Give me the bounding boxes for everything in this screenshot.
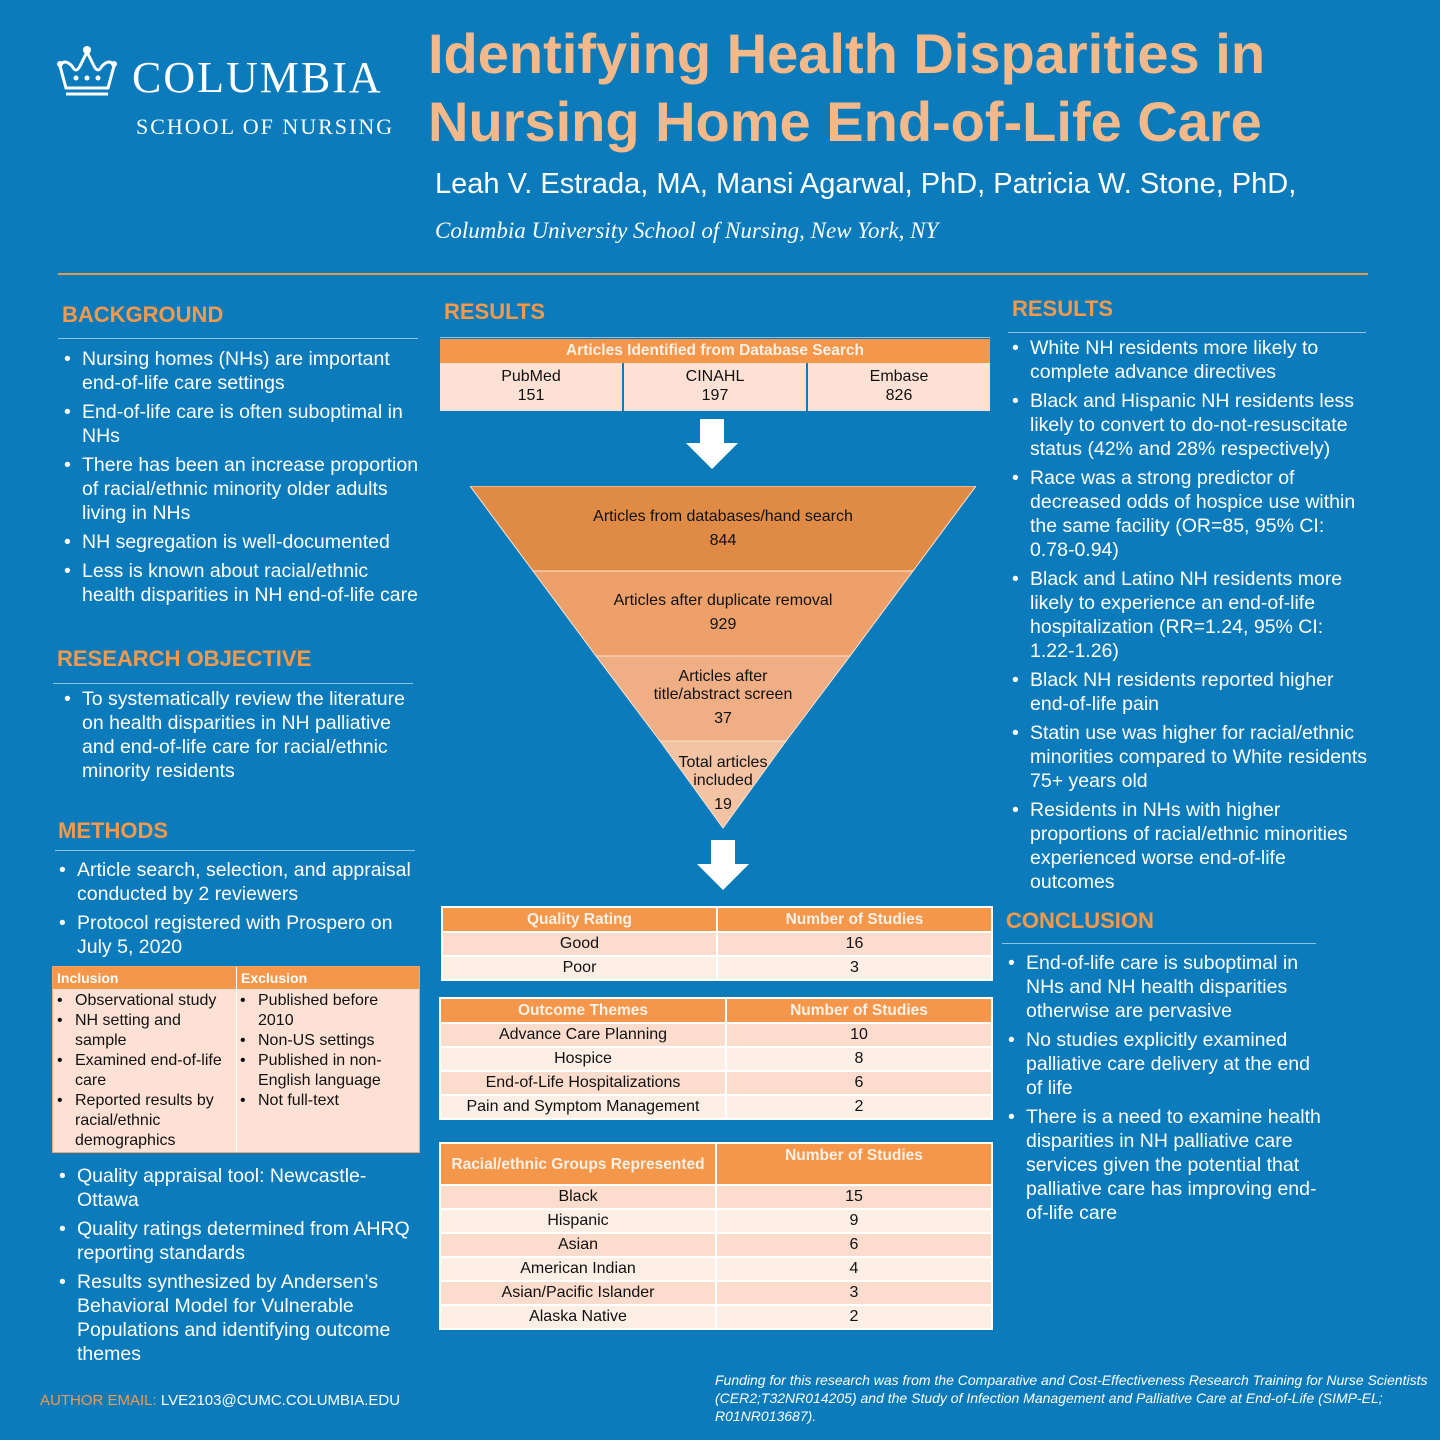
column-divider (236, 967, 237, 1152)
funnel-stage-3 (643, 668, 803, 728)
list-item: • End-of-life care is often suboptimal in NHs (60, 400, 420, 448)
methods-list-2 (55, 1164, 417, 1371)
table-header: Number of Studies (716, 1143, 992, 1185)
background-list (60, 347, 420, 612)
list-item: • NH setting and sample (55, 1011, 235, 1051)
database-cell-pubmed (440, 363, 622, 411)
table-row (440, 1095, 992, 1119)
list-item: • Examined end-of-life care (55, 1051, 235, 1091)
table-row (440, 1233, 992, 1257)
racial-groups-table (439, 1142, 993, 1330)
authors: Leah V. Estrada, MA, Mansi Agarwal, PhD, Patricia W. Stone, PhD, (435, 168, 1297, 200)
inclusion-header: Inclusion (53, 967, 236, 989)
funnel-stage-1 (470, 508, 976, 550)
title-line-1: Identifying Health Disparities in (428, 22, 1266, 85)
table-cell: 3 (716, 1281, 992, 1305)
list-item: • Article search, selection, and appraisal conducted by 2 reviewers (55, 858, 417, 906)
list-item: • Results synthesized by Andersen’s Behavioral Model for Vulnerable Populations and identifying outcome themes (55, 1270, 417, 1366)
list-item: • Quality ratings determined from AHRQ reporting standards (55, 1217, 417, 1265)
database-cell-cinahl (624, 363, 806, 411)
database-table-title: Articles Identified from Database Search (440, 339, 990, 363)
list-item: • Race was a strong predictor of decreased odds of hospice use within the same facility (OR=85, 95% CI: 0.78-0.94) (1008, 466, 1372, 562)
results-right-list (1008, 336, 1372, 899)
title-line-2: Nursing Home End-of-Life Care (428, 90, 1262, 153)
down-arrow-icon (686, 419, 738, 471)
funnel-label: Total articles included (678, 754, 768, 789)
table-row (440, 1257, 992, 1281)
quality-table (441, 906, 993, 981)
conclusion-list (1004, 951, 1324, 1230)
methods-rule (55, 850, 415, 851)
table-cell: Pain and Symptom Management (440, 1095, 726, 1119)
database-cell-embase (808, 363, 990, 411)
table-header: Racial/ethnic Groups Represented (440, 1143, 716, 1185)
author-email (40, 1392, 400, 1409)
logo-wordmark: COLUMBIA (132, 53, 383, 102)
table-cell: 10 (726, 1023, 992, 1047)
table-header: Number of Studies (717, 907, 992, 932)
table-row (440, 1071, 992, 1095)
list-item: • End-of-life care is suboptimal in NHs and NH health disparities otherwise are pervasive (1004, 951, 1324, 1023)
results-right-rule (1008, 332, 1366, 333)
table-cell: Alaska Native (440, 1305, 716, 1329)
table-cell: Hispanic (440, 1209, 716, 1233)
table-cell: 3 (717, 956, 992, 980)
table-cell: Black (440, 1185, 716, 1209)
table-row (442, 956, 992, 980)
down-arrow-icon (697, 840, 749, 892)
results-heading: RESULTS (444, 299, 546, 324)
funnel-label: Articles after title/abstract screen (653, 668, 793, 703)
list-item: • Black and Latino NH residents more likely to experience an end-of-life hospitalization (RR=1.24, 95% CI: 1.22-1.26) (1008, 567, 1372, 663)
exclusion-header: Exclusion (237, 967, 419, 989)
database-count: 151 (517, 387, 545, 404)
funnel-label: Articles from databases/hand search (593, 508, 853, 525)
table-cell: 2 (726, 1095, 992, 1119)
table-row (440, 1047, 992, 1071)
background-heading: BACKGROUND (62, 302, 224, 327)
background-rule (58, 338, 418, 339)
database-search-table (440, 339, 990, 411)
list-item: • No studies explicitly examined palliative care delivery at the end of life (1004, 1028, 1324, 1100)
methods-list (55, 858, 417, 964)
table-row (440, 1209, 992, 1233)
table-header: Outcome Themes (440, 998, 726, 1023)
list-item: • Published in non-English language (238, 1051, 418, 1091)
list-item: • Observational study (55, 991, 235, 1011)
list-item: • There has been an increase proportion of racial/ethnic minority older adults living in NHs (60, 453, 420, 525)
list-item: • There is a need to examine health disparities in NH palliative care services given the potential that palliative care has improving end-of-life care (1004, 1105, 1324, 1225)
table-cell: 4 (716, 1257, 992, 1281)
crown-icon (54, 44, 120, 100)
database-count: 826 (885, 387, 913, 404)
table-cell: Advance Care Planning (440, 1023, 726, 1047)
table-cell: 8 (726, 1047, 992, 1071)
table-row (440, 1305, 992, 1329)
poster-title (428, 20, 1408, 156)
funnel-label: Articles after duplicate removal (613, 592, 833, 609)
objective-rule (53, 683, 413, 684)
inclusion-exclusion-table (52, 966, 420, 1153)
database-name: PubMed (501, 368, 561, 385)
funnel-stage-4 (673, 754, 773, 814)
table-row (440, 1185, 992, 1209)
list-item: • Less is known about racial/ethnic health disparities in NH end-of-life care (60, 559, 420, 607)
table-cell: 6 (726, 1071, 992, 1095)
list-item: • To systematically review the literature on health disparities in NH palliative and end-of-life care for racial/ethnic minority residents (60, 687, 422, 783)
conclusion-rule (1002, 943, 1316, 944)
table-cell: 16 (717, 932, 992, 956)
list-item: • White NH residents more likely to complete advance directives (1008, 336, 1372, 384)
results-rule (440, 337, 990, 338)
table-cell: Hospice (440, 1047, 726, 1071)
funnel-count: 844 (709, 532, 737, 549)
list-item: • Residents in NHs with higher proportions of racial/ethnic minorities experienced worse end-of-life outcomes (1008, 798, 1372, 894)
list-item: • Not full-text (238, 1091, 418, 1111)
list-item: • Quality appraisal tool: Newcastle-Ottawa (55, 1164, 417, 1212)
email-address[interactable]: LVE2103@CUMC.COLUMBIA.EDU (160, 1392, 401, 1409)
list-item: • Black NH residents reported higher end-of-life pain (1008, 668, 1372, 716)
objective-heading: RESEARCH OBJECTIVE (57, 646, 312, 671)
list-item: • Reported results by racial/ethnic demographics (55, 1091, 235, 1151)
list-item: • Statin use was higher for racial/ethnic minorities compared to White residents 75+ years old (1008, 721, 1372, 793)
funnel-count: 19 (714, 796, 732, 813)
columbia-logo (54, 44, 394, 144)
table-cell: Poor (442, 956, 717, 980)
database-count: 197 (701, 387, 729, 404)
database-name: Embase (869, 368, 929, 385)
list-item: • Nursing homes (NHs) are important end-of-life care settings (60, 347, 420, 395)
table-header: Quality Rating (442, 907, 717, 932)
affiliation: Columbia University School of Nursing, New York, NY (435, 218, 939, 243)
funding-note: Funding for this research was from the Comparative and Cost-Effectiveness Research Training for Nurse Scientists (CER2;T32NR014205) and the Study of Infection Management and Palliative Care at End-of-Life (SIMP-EL; R01NR013687). (715, 1372, 1428, 1424)
table-row (442, 932, 992, 956)
table-cell: Asian (440, 1233, 716, 1257)
methods-heading: METHODS (58, 818, 168, 843)
table-cell: 2 (716, 1305, 992, 1329)
email-label: AUTHOR EMAIL: (40, 1392, 157, 1409)
funnel-count: 929 (709, 616, 737, 633)
exclusion-list (238, 991, 418, 1111)
table-row (440, 1281, 992, 1305)
database-name: CINAHL (685, 368, 745, 385)
list-item: • Non-US settings (238, 1031, 418, 1051)
list-item: • NH segregation is well-documented (60, 530, 420, 554)
table-cell: Asian/Pacific Islander (440, 1281, 716, 1305)
list-item: • Black and Hispanic NH residents less likely to convert to do-not-resuscitate status (42% and 28% respectively) (1008, 389, 1372, 461)
table-cell: 6 (716, 1233, 992, 1257)
table-cell: End-of-Life Hospitalizations (440, 1071, 726, 1095)
logo-subtitle: SCHOOL OF NURSING (136, 114, 395, 139)
conclusion-heading: CONCLUSION (1006, 908, 1154, 933)
inclusion-list (55, 991, 235, 1151)
header-divider (58, 273, 1368, 275)
list-item: • Protocol registered with Prospero on July 5, 2020 (55, 911, 417, 959)
results-right-heading: RESULTS (1012, 296, 1114, 321)
table-header: Number of Studies (726, 998, 992, 1023)
table-row (440, 1023, 992, 1047)
table-cell: American Indian (440, 1257, 716, 1281)
funnel-count: 37 (714, 710, 732, 727)
outcome-themes-table (439, 997, 993, 1120)
funnel-stage-2 (470, 592, 976, 634)
objective-list (60, 687, 422, 788)
list-item: • Published before 2010 (238, 991, 418, 1031)
table-cell: 9 (716, 1209, 992, 1233)
table-cell: Good (442, 932, 717, 956)
table-cell: 15 (716, 1185, 992, 1209)
prisma-funnel (470, 486, 976, 830)
